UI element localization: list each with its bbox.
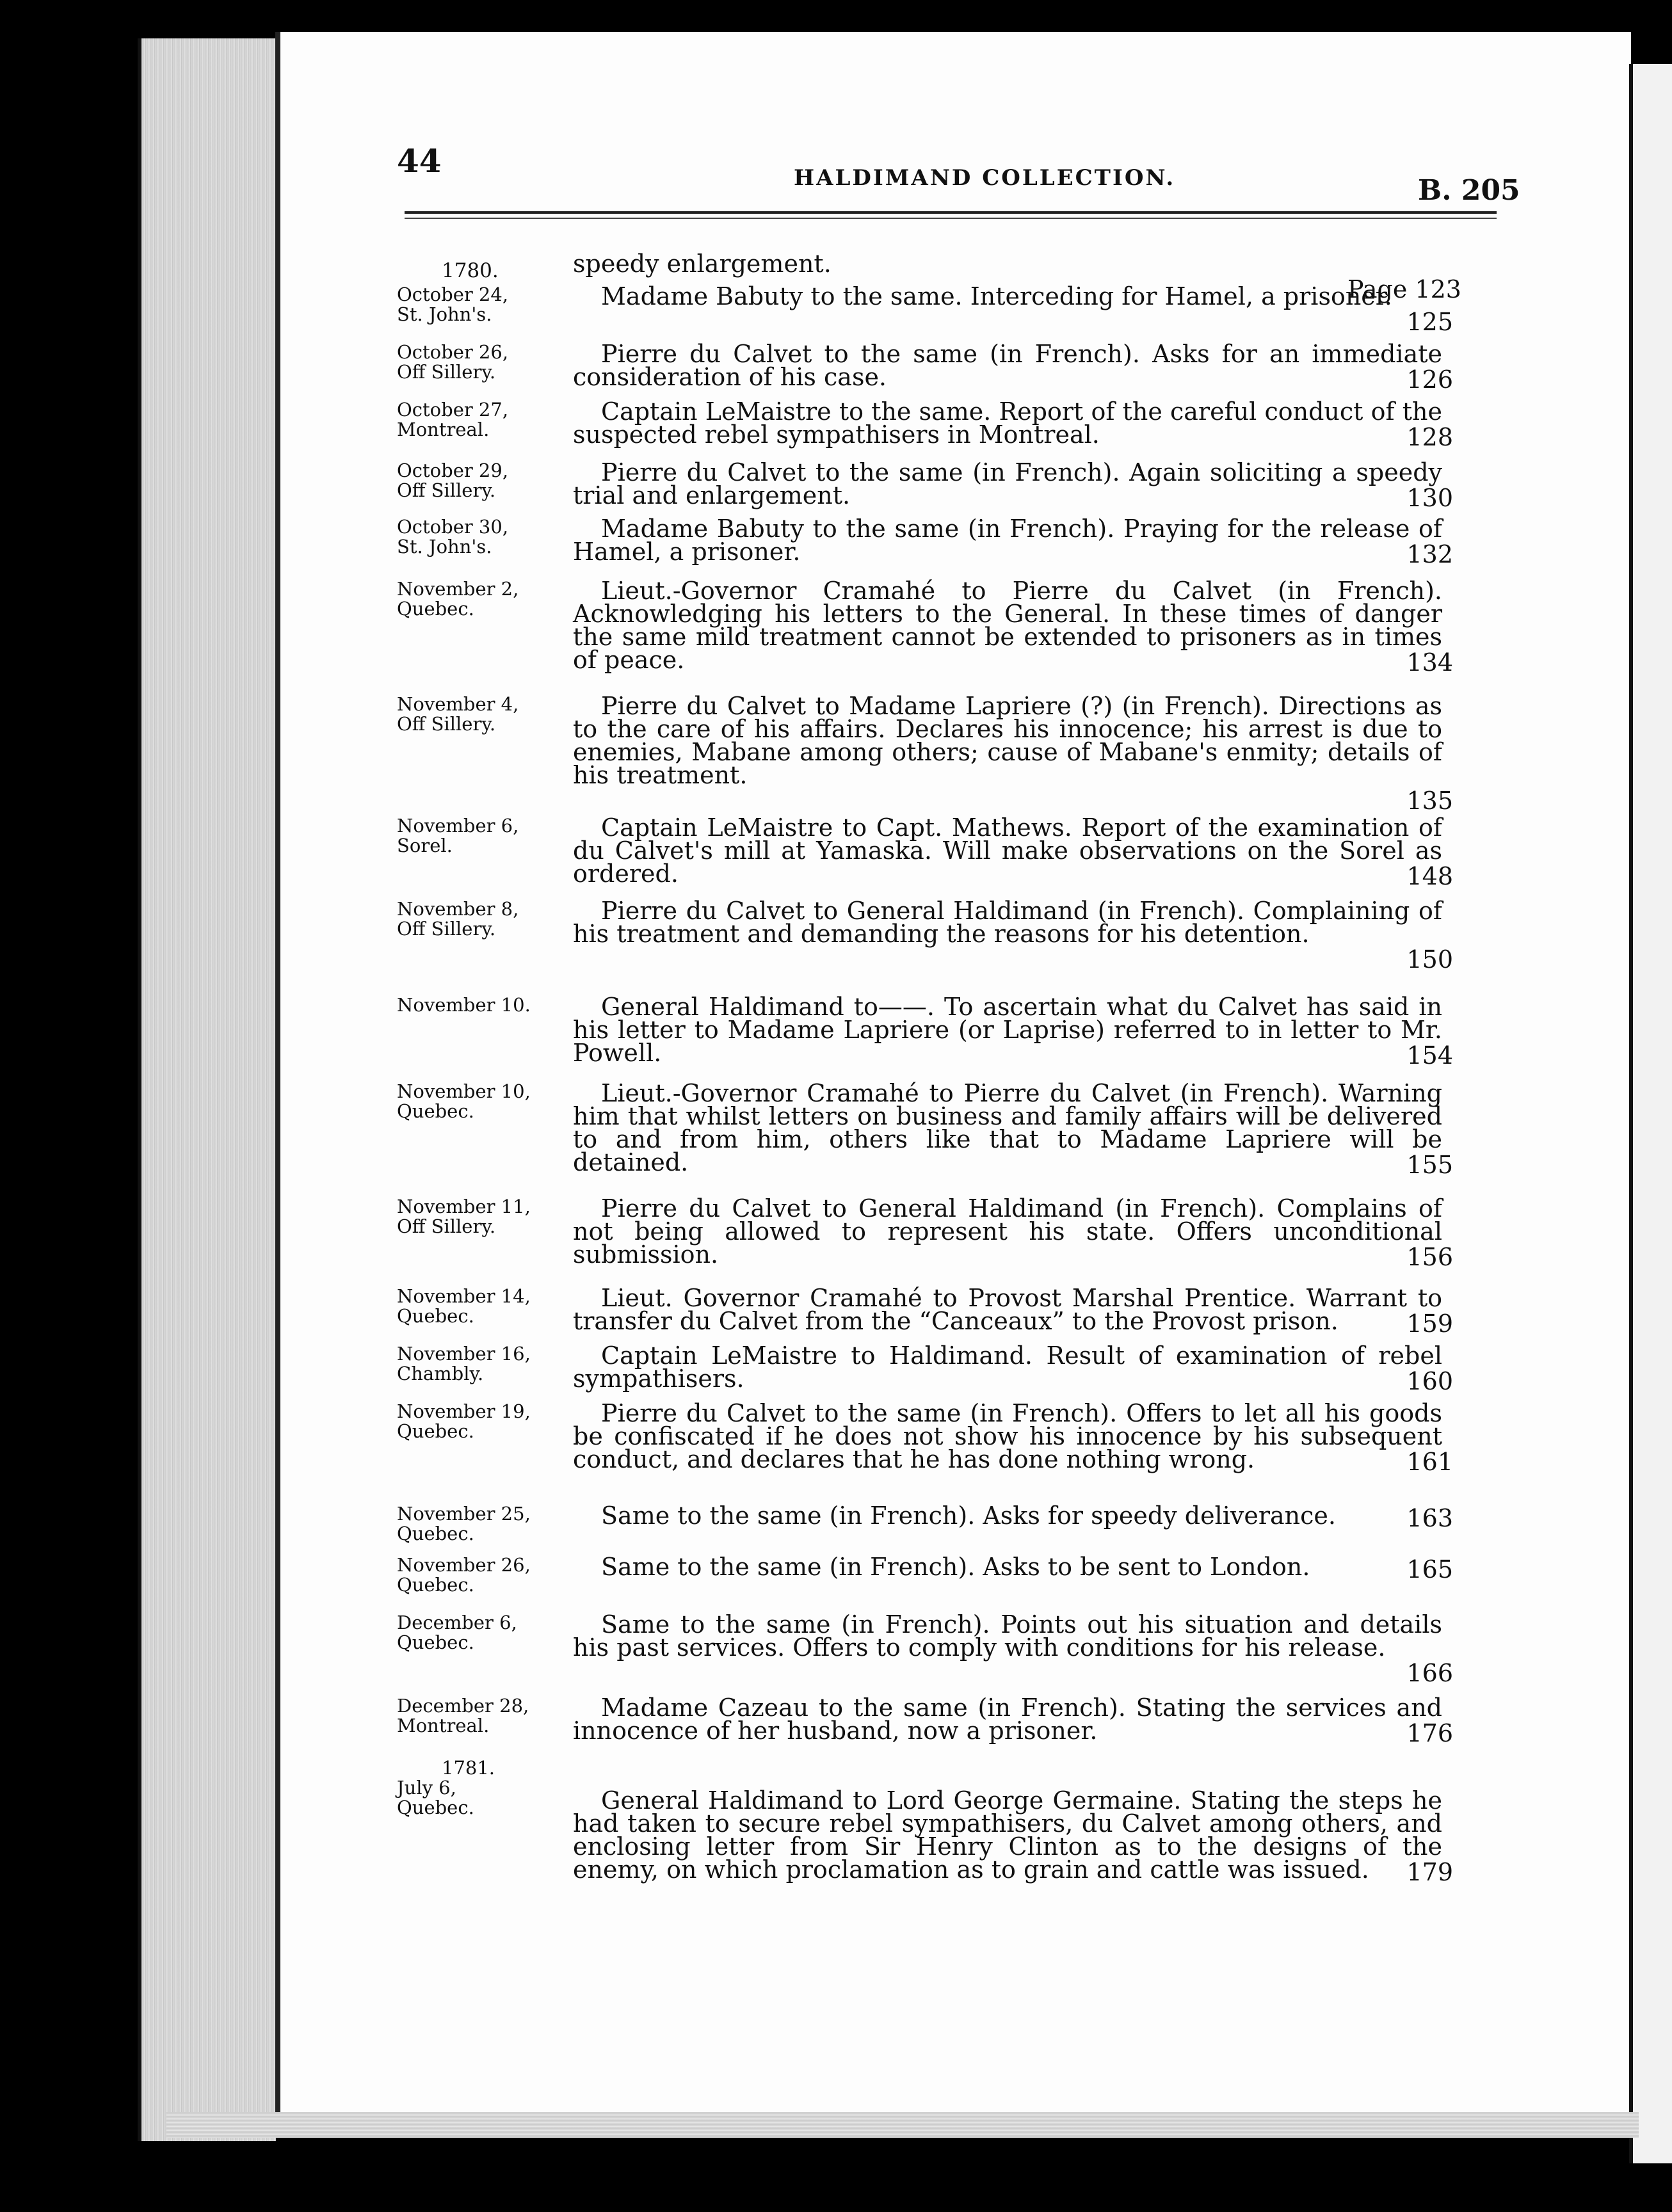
entry-date: October 24, bbox=[397, 284, 509, 305]
entry-summary: Same to the same (in French). Asks to be sent to London. bbox=[601, 1553, 1310, 1581]
entry-date-place bbox=[397, 1504, 554, 1544]
entry-summary: Madame Cazeau to the same (in French). Stating the services and innocence of her husband, now a prisoner. bbox=[573, 1694, 1442, 1745]
year-heading-1780: 1780. bbox=[442, 259, 499, 282]
entry-date: November 4, bbox=[397, 693, 519, 715]
entry-place: Sorel. bbox=[397, 835, 453, 856]
header-rule-thin bbox=[405, 218, 1497, 219]
running-title: HALDIMAND COLLECTION. bbox=[794, 165, 1176, 191]
book-bottom-edges bbox=[166, 2112, 1639, 2138]
entry-date-place bbox=[397, 285, 554, 325]
entry-date: November 2, bbox=[397, 578, 519, 600]
entry-date-place bbox=[397, 1696, 554, 1736]
entry-place: Off Sillery. bbox=[397, 1215, 496, 1237]
header-rule bbox=[405, 211, 1497, 214]
entry-page-number: 166 bbox=[1406, 1659, 1453, 1687]
entry-place: Off Sillery. bbox=[397, 918, 496, 940]
entry-date: October 26, bbox=[397, 341, 509, 363]
entry-page-number: 128 bbox=[1406, 423, 1453, 451]
entry-place: Quebec. bbox=[397, 1305, 474, 1327]
entry-place: Off Sillery. bbox=[397, 361, 496, 383]
entry-page-number: 176 bbox=[1406, 1719, 1453, 1747]
entry-date-place bbox=[397, 400, 554, 440]
entry-date: October 27, bbox=[397, 399, 509, 421]
entry-date-place bbox=[397, 899, 554, 939]
year-heading: 1781. bbox=[442, 1757, 495, 1779]
entry-page-number: 156 bbox=[1406, 1243, 1453, 1271]
entry-summary: Captain LeMaistre to Capt. Mathews. Report of the examination of du Calvet's mill at Yamaska. Will make observations on the Sorel as ordered. bbox=[573, 813, 1442, 888]
continuation-page: Page 123 bbox=[1347, 275, 1461, 303]
page-number: 44 bbox=[397, 142, 442, 180]
entry-page-number: 134 bbox=[1406, 648, 1453, 677]
entry-page-number: 126 bbox=[1406, 365, 1453, 394]
entry-place: Quebec. bbox=[397, 1100, 474, 1122]
entry-page-number: 163 bbox=[1406, 1504, 1453, 1532]
entry-date: October 29, bbox=[397, 460, 509, 481]
entry-date: November 10, bbox=[397, 1080, 531, 1102]
entry-date: November 14, bbox=[397, 1285, 531, 1307]
entry-page-number: 161 bbox=[1406, 1448, 1453, 1476]
entry-summary: General Haldimand to——. To ascertain what du Calvet has said in his letter to Madame Lapriere (or Laprise) referred to in letter to Mr. Powell. bbox=[573, 993, 1442, 1067]
volume-mark: B. 205 bbox=[1418, 174, 1520, 207]
entry-date: November 16, bbox=[397, 1343, 531, 1365]
entry-date: November 25, bbox=[397, 1503, 531, 1525]
entry-date: December 28, bbox=[397, 1695, 529, 1717]
entry-date: November 6, bbox=[397, 815, 519, 837]
facing-page-edge bbox=[1629, 64, 1672, 2163]
entry-date: July 6, bbox=[397, 1777, 456, 1799]
entry-date: November 11, bbox=[397, 1196, 531, 1217]
entry-page-number: 150 bbox=[1406, 945, 1453, 974]
entry-page-number: 148 bbox=[1406, 862, 1453, 890]
entry-summary: Captain LeMaistre to Haldimand. Result of examination of rebel sympathisers. bbox=[573, 1342, 1442, 1393]
entry-summary: Pierre du Calvet to the same (in French). Asks for an immediate consideration of his case. bbox=[573, 340, 1442, 391]
entry-summary: Pierre du Calvet to General Haldimand (in French). Complaining of his treatment and demanding the reasons for his detention. bbox=[573, 897, 1442, 948]
entry-page-number: 165 bbox=[1406, 1555, 1453, 1583]
entry-date-place bbox=[397, 816, 554, 856]
entry-place: St. John's. bbox=[397, 536, 492, 557]
entry-date-place bbox=[397, 1197, 554, 1237]
entry-date-place bbox=[397, 1344, 554, 1384]
entry-date-place bbox=[397, 461, 554, 501]
entry-page-number: 155 bbox=[1406, 1151, 1453, 1179]
entry-place: Quebec. bbox=[397, 598, 474, 620]
entry-summary: Pierre du Calvet to Madame Lapriere (?) (in French). Directions as to the care of his affairs. Declares his innocence; his arrest is due to enemies, Mabane among others; cause of Mabane's enmity; details of his treatment. bbox=[573, 692, 1442, 789]
entry-place: Montreal. bbox=[397, 419, 490, 440]
entry-summary: Same to the same (in French). Points out his situation and details his past services. Offers to comply with conditions for his release. bbox=[573, 1610, 1442, 1662]
entry-page-number: 160 bbox=[1406, 1367, 1453, 1395]
entry-place: Montreal. bbox=[397, 1715, 490, 1736]
entry-summary: Pierre du Calvet to the same (in French). Again soliciting a speedy trial and enlargement. bbox=[573, 458, 1442, 509]
entry-summary: Lieut. Governor Cramahé to Provost Marshal Prentice. Warrant to transfer du Calvet from the “Canceaux” to the Provost prison. bbox=[573, 1284, 1442, 1335]
entry-summary: Madame Babuty to the same. Interceding for Hamel, a prisoner. bbox=[601, 282, 1392, 310]
continuation-text: speedy enlargement. bbox=[573, 250, 832, 278]
entry-place: Off Sillery. bbox=[397, 479, 496, 501]
entry-date-place bbox=[397, 694, 554, 734]
entry-date: November 26, bbox=[397, 1554, 531, 1576]
entry-place: Quebec. bbox=[397, 1523, 474, 1544]
entry-place: Chambly. bbox=[397, 1363, 484, 1384]
entry-date-place bbox=[397, 995, 554, 1015]
entry-place: Quebec. bbox=[397, 1420, 474, 1442]
entry-date: November 8, bbox=[397, 898, 519, 920]
book-page-edges bbox=[138, 38, 276, 2141]
entry-place: Quebec. bbox=[397, 1631, 474, 1653]
entry-date-place bbox=[397, 1402, 554, 1441]
entry-date-place bbox=[397, 1757, 554, 1818]
entry-date-place bbox=[397, 1286, 554, 1326]
entry-place: Off Sillery. bbox=[397, 713, 496, 735]
entry-page-number: 132 bbox=[1406, 540, 1453, 568]
entry-date: December 6, bbox=[397, 1612, 517, 1633]
entry-place: Quebec. bbox=[397, 1574, 474, 1596]
entry-date-place bbox=[397, 1613, 554, 1653]
entry-date-place bbox=[397, 342, 554, 382]
entry-summary: Lieut.-Governor Cramahé to Pierre du Calvet (in French). Acknowledging his letters to the General. In these times of danger the same mild treatment cannot be extended to prisoners as in times of peace. bbox=[573, 577, 1442, 674]
entry-date: November 19, bbox=[397, 1400, 531, 1422]
entry-place: Quebec. bbox=[397, 1797, 474, 1818]
entry-date-place bbox=[397, 1082, 554, 1121]
entry-summary: Lieut.-Governor Cramahé to Pierre du Calvet (in French). Warning him that whilst letters on business and family affairs will be delivered to and from him, others like that to Madame Lapriere will be detained. bbox=[573, 1079, 1442, 1176]
entry-date-place bbox=[397, 579, 554, 619]
entry-summary: Captain LeMaistre to the same. Report of the careful conduct of the suspected rebel sympathisers in Montreal. bbox=[573, 397, 1442, 449]
entry-summary: Same to the same (in French). Asks for speedy deliverance. bbox=[601, 1502, 1336, 1530]
entry-summary: General Haldimand to Lord George Germaine. Stating the steps he had taken to secure rebel sympathisers, du Calvet among others, and enclosing letter from Sir Henry Clinton as to the designs of the enemy, on which proclamation as to grain and cattle was issued. bbox=[573, 1786, 1442, 1884]
entry-date-place bbox=[397, 1555, 554, 1595]
entry-place: St. John's. bbox=[397, 303, 492, 325]
entry-page-number: 135 bbox=[1406, 787, 1453, 815]
entry-summary: Pierre du Calvet to General Haldimand (in French). Complains of not being allowed to represent his state. Offers unconditional submission. bbox=[573, 1194, 1442, 1269]
entry-page-number: 125 bbox=[1406, 308, 1453, 336]
entry-date-place bbox=[397, 517, 554, 557]
entry-date: October 30, bbox=[397, 516, 509, 538]
entry-page-number: 154 bbox=[1406, 1041, 1453, 1070]
entry-date: November 10. bbox=[397, 994, 531, 1016]
entry-summary: Pierre du Calvet to the same (in French). Offers to let all his goods be confiscated if he does not show his innocence by his subsequent conduct, and declares that he has done nothing wrong. bbox=[573, 1399, 1442, 1473]
entry-page-number: 130 bbox=[1406, 484, 1453, 512]
entry-page-number: 159 bbox=[1406, 1310, 1453, 1338]
entry-page-number: 179 bbox=[1406, 1858, 1453, 1886]
entry-summary: Madame Babuty to the same (in French). Praying for the release of Hamel, a prisoner. bbox=[573, 515, 1442, 566]
